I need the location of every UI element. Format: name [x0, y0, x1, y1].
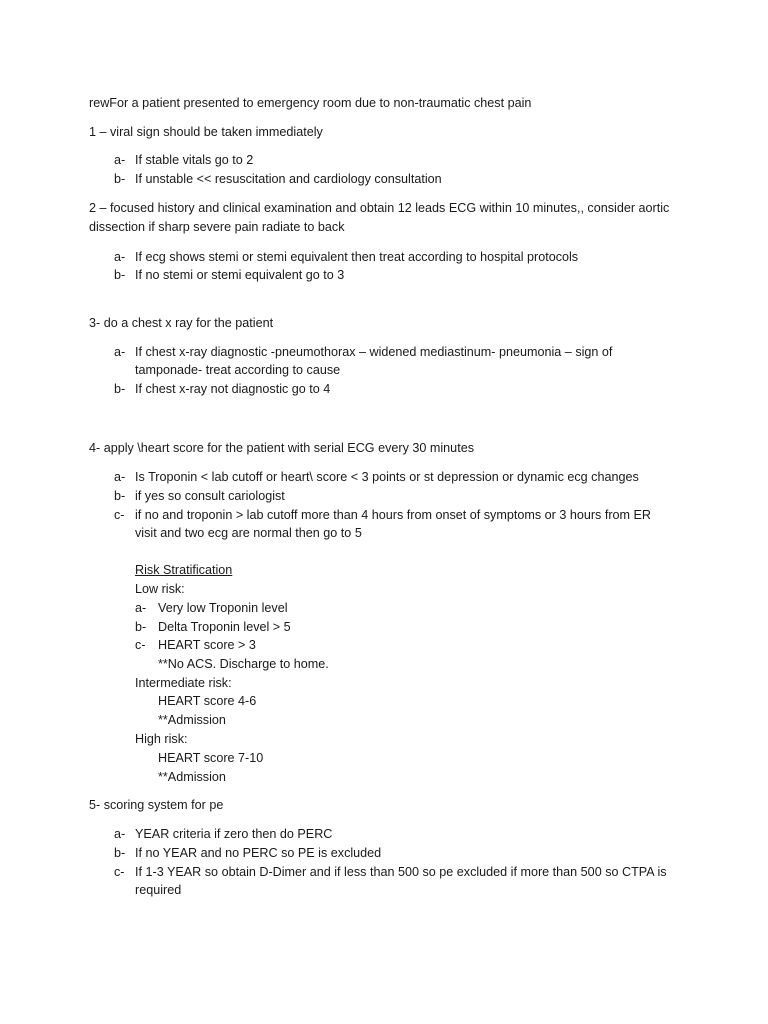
list-item: if no and troponin > lab cutoff more than 4 hours from onset of symptoms or 3 hours from ER [135, 508, 652, 522]
list-marker: b- [114, 172, 126, 186]
list-marker: b- [114, 382, 126, 396]
list-marker: a- [114, 470, 126, 484]
list-item: Is Troponin < lab cutoff or heart\ score < 3 points or st depression or dynamic ecg changes [135, 470, 639, 484]
document-intro: rewFor a patient presented to emergency room due to non-traumatic chest pain [89, 96, 532, 110]
list-item: If chest x-ray diagnostic -pneumothorax – widened mediastinum- pneumonia – sign of [135, 345, 613, 359]
section-2-heading: 2 – focused history and clinical examination and obtain 12 leads ECG within 10 minutes,, consider aortic [89, 201, 670, 215]
list-marker: b- [114, 846, 126, 860]
section-4-heading: 4- apply \heart score for the patient with serial ECG every 30 minutes [89, 441, 474, 455]
high-risk-title: High risk: [135, 732, 188, 746]
list-marker: a- [114, 153, 126, 167]
list-marker: a- [114, 827, 126, 841]
section-2-heading-cont: dissection if sharp severe pain radiate to back [89, 220, 345, 234]
intermediate-risk-score: HEART score 4-6 [158, 694, 257, 708]
list-item: HEART score > 3 [158, 638, 256, 652]
intermediate-risk-title: Intermediate risk: [135, 676, 232, 690]
list-item-cont: required [135, 883, 182, 897]
high-risk-score: HEART score 7-10 [158, 751, 264, 765]
list-item: If no YEAR and no PERC so PE is excluded [135, 846, 382, 860]
list-marker: b- [114, 489, 126, 503]
list-marker: a- [114, 345, 126, 359]
list-item: If no stemi or stemi equivalent go to 3 [135, 268, 345, 282]
low-risk-title: Low risk: [135, 582, 185, 596]
list-item: If chest x-ray not diagnostic go to 4 [135, 382, 331, 396]
section-3-heading: 3- do a chest x ray for the patient [89, 316, 274, 330]
high-risk-note: **Admission [158, 770, 226, 784]
list-item: YEAR criteria if zero then do PERC [135, 827, 333, 841]
list-item: Delta Troponin level > 5 [158, 620, 291, 634]
section-5-heading: 5- scoring system for pe [89, 798, 224, 812]
list-item-cont: tamponade- treat according to cause [135, 363, 341, 377]
list-marker: b- [135, 620, 147, 634]
list-item: Very low Troponin level [158, 601, 288, 615]
list-item: If unstable << resuscitation and cardiology consultation [135, 172, 442, 186]
low-risk-note: **No ACS. Discharge to home. [158, 657, 329, 671]
list-marker: a- [135, 601, 147, 615]
risk-stratification-title: Risk Stratification [135, 563, 233, 577]
list-marker: c- [135, 638, 146, 652]
list-marker: c- [114, 508, 125, 522]
list-marker: c- [114, 865, 125, 879]
section-1-heading: 1 – viral sign should be taken immediately [89, 125, 323, 139]
list-item: if yes so consult cariologist [135, 489, 285, 503]
list-item-cont: visit and two ecg are normal then go to 5 [135, 526, 362, 540]
list-item: If stable vitals go to 2 [135, 153, 254, 167]
list-marker: b- [114, 268, 126, 282]
intermediate-risk-note: **Admission [158, 713, 226, 727]
list-item: If ecg shows stemi or stemi equivalent then treat according to hospital protocols [135, 250, 579, 264]
list-item: If 1-3 YEAR so obtain D-Dimer and if less than 500 so pe excluded if more than 500 so CTPA is [135, 865, 667, 879]
list-marker: a- [114, 250, 126, 264]
